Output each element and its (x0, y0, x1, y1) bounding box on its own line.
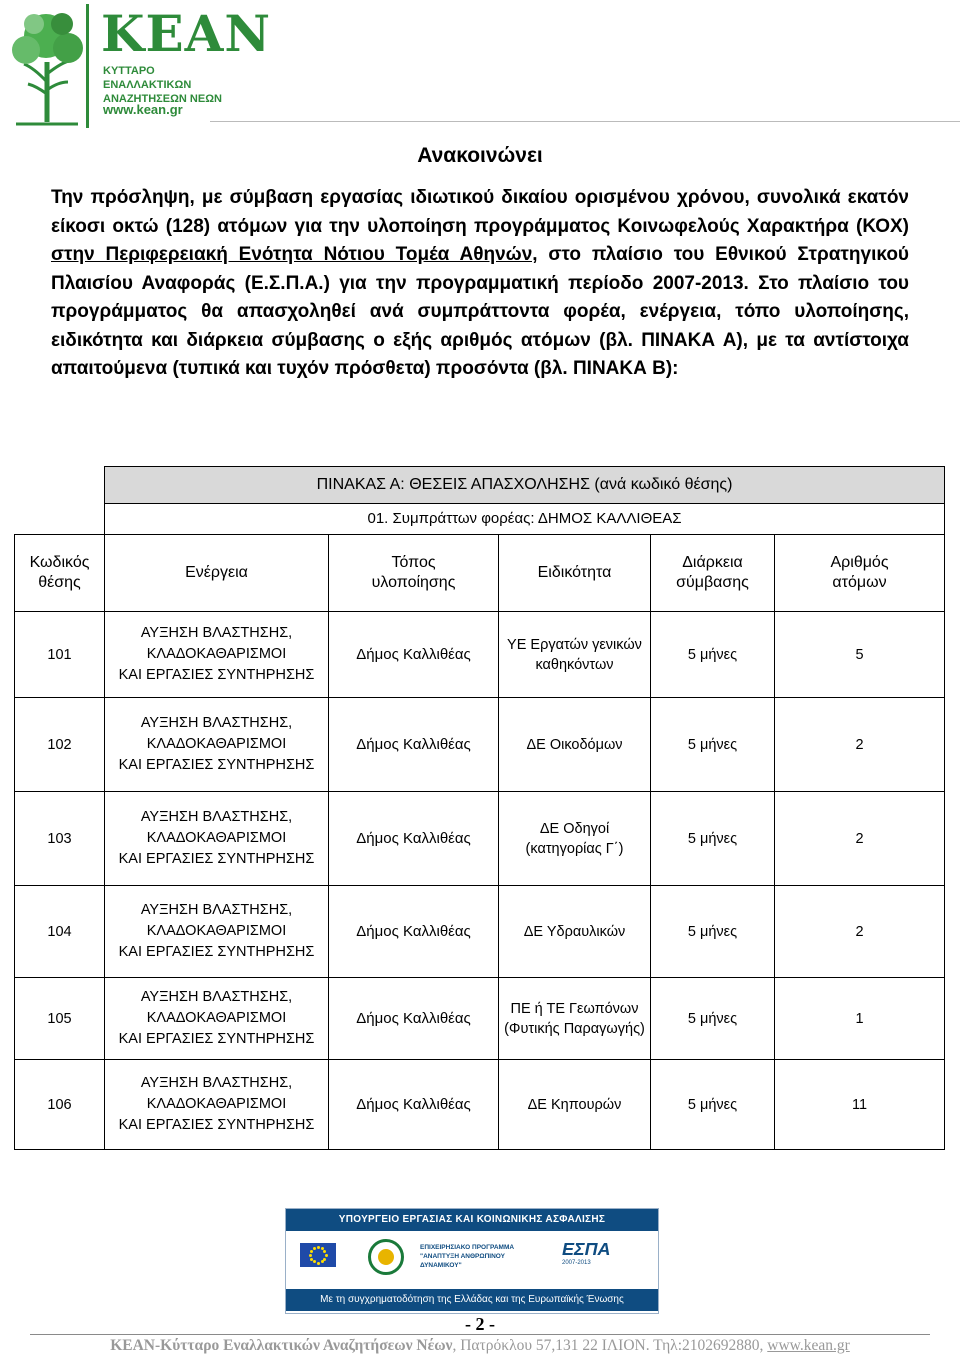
cell-count: 2 (775, 886, 945, 978)
eu-star-icon (317, 1262, 320, 1265)
cell-duration: 5 μήνες (651, 978, 775, 1060)
cell-place: Δήμος Καλλιθέας (329, 978, 499, 1060)
cell-place: Δήμος Καλλιθέας (329, 1060, 499, 1150)
cell-duration: 5 μήνες (651, 612, 775, 698)
eu-star-icon (309, 1254, 312, 1257)
cell-duration: 5 μήνες (651, 1060, 775, 1150)
table-row (15, 698, 945, 792)
table-row (15, 792, 945, 886)
program-logo-center-icon (378, 1249, 394, 1265)
funding-banner (285, 1208, 659, 1314)
cell-duration: 5 μήνες (651, 792, 775, 886)
cell-count: 5 (775, 612, 945, 698)
eu-star-icon (325, 1254, 328, 1257)
intro-paragraph (51, 184, 909, 384)
cell-count: 1 (775, 978, 945, 1060)
cell-place: Δήμος Καλλιθέας (329, 886, 499, 978)
header-divider (210, 121, 960, 122)
footer-address: , Πατρόκλου 57,131 22 ΙΛΙΟΝ. Τηλ:2102692880, (452, 1337, 768, 1354)
cell-specialty: ΔΕ Υδραυλικών (499, 886, 651, 978)
intro-text-1: Την πρόσληψη, με σύμβαση εργασίας ιδιωτικού δικαίου ορισμένου χρόνου, συνολικά εκατόν είκοσι οκτώ (128) ατόμων για την υλοποίηση προγράμματος Κοινωφελούς Χαρακτήρα (ΚΟΧ) (51, 187, 909, 237)
ministry-label: ΥΠΟΥΡΓΕΙΟ ΕΡΓΑΣΙΑΣ ΚΑΙ ΚΟΙΝΩΝΙΚΗΣ ΑΣΦΑΛΙΣΗΣ (286, 1209, 658, 1231)
cell-code: 105 (15, 978, 105, 1060)
cell-specialty: ΥΕ Εργατών γενικών καθηκόντων (499, 612, 651, 698)
footer-divider (30, 1334, 930, 1335)
cell-place: Δήμος Καλλιθέας (329, 792, 499, 886)
cell-activity: ΑΥΞΗΣΗ ΒΛΑΣΤΗΣΗΣ, ΚΛΑΔΟΚΑΘΑΡΙΣΜΟΙ ΚΑΙ ΕΡΓΑΣΙΕΣ ΣΥΝΤΗΡΗΣΗΣ (105, 886, 329, 978)
eu-star-icon (310, 1258, 313, 1261)
kean-logo (6, 2, 272, 130)
eu-star-icon (313, 1247, 316, 1250)
cell-specialty: ΔΕ Οδηγοί (κατηγορίας Γ΄) (499, 792, 651, 886)
eu-star-icon (317, 1246, 320, 1249)
cell-specialty: ΠΕ ή ΤΕ Γεωπόνων (Φυτικής Παραγωγής) (499, 978, 651, 1060)
cell-activity: ΑΥΞΗΣΗ ΒΛΑΣΤΗΣΗΣ, ΚΛΑΔΟΚΑΘΑΡΙΣΜΟΙ ΚΑΙ ΕΡΓΑΣΙΕΣ ΣΥΝΤΗΡΗΣΗΣ (105, 792, 329, 886)
eu-star-icon (321, 1260, 324, 1263)
cell-code: 106 (15, 1060, 105, 1150)
header-count: Αριθμός ατόμων (775, 535, 945, 612)
cell-count: 2 (775, 698, 945, 792)
table-row (15, 978, 945, 1060)
eu-flag-icon (300, 1243, 336, 1267)
cell-specialty: ΔΕ Οικοδόμων (499, 698, 651, 792)
logo-text-box (86, 4, 272, 128)
header-specialty: Ειδικότητα (499, 535, 651, 612)
espa-logo (562, 1239, 642, 1279)
table-subtitle: 01. Συμπράττων φορέας: ΔΗΜΟΣ ΚΑΛΛΙΘΕΑΣ (105, 504, 945, 535)
espa-years: 2007-2013 (562, 1260, 591, 1266)
cell-code: 101 (15, 612, 105, 698)
intro-underlined-text: στην Περιφερειακή Ενότητα Νότιου Τομέα Αθηνών, (51, 244, 538, 265)
logo-url: www.kean.gr (103, 102, 183, 117)
header-place: Τόπος υλοποίησης (329, 535, 499, 612)
cell-count: 11 (775, 1060, 945, 1150)
intro-text-2: στο πλαίσιο του Εθνικού Στρατηγικού Πλαισίου Αναφοράς (Ε.Σ.Π.Α.) για την προγραμματική περίοδο 2007-2013. Στο πλαίσιο του προγράμματος θα απασχοληθεί ανά συμπράττοντα φορέα, ενέργεια, τόπο υλοποίησης, ειδικότητα και διάρκεια σύμβασης ο εξής αριθμός ατόμων (βλ. ΠΙΝΑΚΑ Α), με τα αντίστοιχα απαιτούμενα (τυπικά και τυχόν πρόσθετα) προσόντα (βλ. ΠΙΝΑΚΑ Β): (51, 244, 909, 379)
logo-subtitle: ΚΥΤΤΑΡΟ ΕΝΑΛΛΑΚΤΙΚΩΝ ΑΝΑΖΗΤΗΣΕΩΝ ΝΕΩΝ (103, 65, 222, 105)
cell-place: Δήμος Καλλιθέας (329, 698, 499, 792)
cell-code: 103 (15, 792, 105, 886)
cell-place: Δήμος Καλλιθέας (329, 612, 499, 698)
tree-icon (6, 2, 88, 128)
header-code: Κωδικός θέσης (15, 535, 105, 612)
cell-code: 104 (15, 886, 105, 978)
table-row (15, 886, 945, 978)
positions-table (14, 466, 945, 1150)
table-row (15, 1060, 945, 1150)
footer (0, 1337, 960, 1355)
cell-specialty: ΔΕ Κηπουρών (499, 1060, 651, 1150)
table-row (15, 612, 945, 698)
eu-star-icon (313, 1260, 316, 1263)
eu-star-icon (310, 1250, 313, 1253)
cell-activity: ΑΥΞΗΣΗ ΒΛΑΣΤΗΣΗΣ, ΚΛΑΔΟΚΑΘΑΡΙΣΜΟΙ ΚΑΙ ΕΡΓΑΣΙΕΣ ΣΥΝΤΗΡΗΣΗΣ (105, 1060, 329, 1150)
cell-code: 102 (15, 698, 105, 792)
cell-activity: ΑΥΞΗΣΗ ΒΛΑΣΤΗΣΗΣ, ΚΛΑΔΟΚΑΘΑΡΙΣΜΟΙ ΚΑΙ ΕΡΓΑΣΙΕΣ ΣΥΝΤΗΡΗΣΗΣ (105, 978, 329, 1060)
cell-activity: ΑΥΞΗΣΗ ΒΛΑΣΤΗΣΗΣ, ΚΛΑΔΟΚΑΘΑΡΙΣΜΟΙ ΚΑΙ ΕΡΓΑΣΙΕΣ ΣΥΝΤΗΡΗΣΗΣ (105, 698, 329, 792)
eu-star-icon (323, 1250, 326, 1253)
table-header-row (15, 535, 945, 612)
logo-title: KEAN (101, 4, 272, 63)
footer-link[interactable]: www.kean.gr (767, 1337, 850, 1354)
cell-duration: 5 μήνες (651, 886, 775, 978)
program-name: ΕΠΙΧΕΙΡΗΣΙΑΚΟ ΠΡΟΓΡΑΜΜΑ "ΑΝΑΠΤΥΞΗ ΑΝΘΡΩΠΙΝΟΥ ΔΥΝΑΜΙΚΟΥ" (420, 1244, 515, 1269)
header-duration: Διάρκεια σύμβασης (651, 535, 775, 612)
footer-org: ΚΕΑΝ-Κύτταρο Εναλλακτικών Αναζητήσεων Νέων (110, 1337, 453, 1354)
eu-star-icon (323, 1258, 326, 1261)
cell-activity: ΑΥΞΗΣΗ ΒΛΑΣΤΗΣΗΣ, ΚΛΑΔΟΚΑΘΑΡΙΣΜΟΙ ΚΑΙ ΕΡΓΑΣΙΕΣ ΣΥΝΤΗΡΗΣΗΣ (105, 612, 329, 698)
page-number: - 2 - (465, 1314, 495, 1334)
espa-title: ΕΣΠΑ (562, 1239, 611, 1259)
cell-duration: 5 μήνες (651, 698, 775, 792)
page-title: Ανακοινώνει (417, 144, 543, 167)
table-title: ΠΙΝΑΚΑΣ Α: ΘΕΣΕΙΣ ΑΠΑΣΧΟΛΗΣΗΣ (ανά κωδικό θέσης) (105, 467, 945, 504)
cofunding-label: Με τη συγχρηματοδότηση της Ελλάδας και της Ευρωπαϊκής Ένωσης (286, 1289, 658, 1311)
header-activity: Ενέργεια (105, 535, 329, 612)
cell-count: 2 (775, 792, 945, 886)
